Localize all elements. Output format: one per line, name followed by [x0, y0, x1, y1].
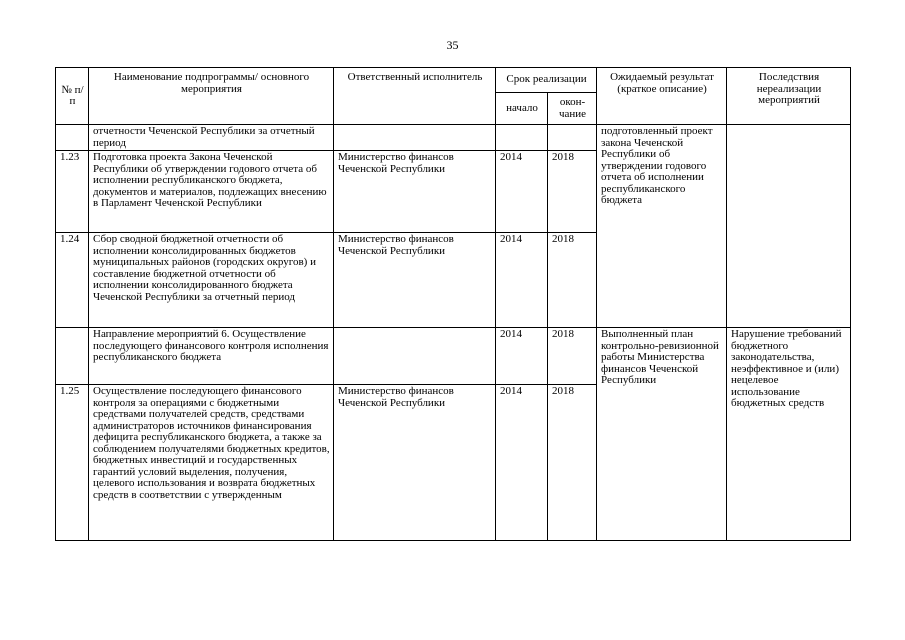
- row-start: 2014: [496, 233, 548, 328]
- row-end: [548, 125, 597, 151]
- row-start: 2014: [496, 385, 548, 541]
- consequences-1: [727, 125, 851, 328]
- page-number: 35: [446, 38, 459, 52]
- row-name: Сбор сводной бюджетной отчетности об исполнении консолидированных бюджетов муниципальных районов (городских округов) и составление бюджетной отчетности об исполнении консолидированного бюджета Чеченской Республики за отчетный период: [89, 233, 334, 328]
- table-row: [56, 125, 851, 151]
- row-num: 1.25: [56, 385, 89, 541]
- header-consequences: Последствия нереализации мероприятий: [727, 68, 851, 125]
- row-name: отчетности Чеченской Республики за отчетный период: [89, 125, 334, 151]
- row-start: [496, 125, 548, 151]
- table-row: [56, 328, 851, 385]
- row-responsible: Министерство финансов Чеченской Республики: [334, 151, 496, 233]
- expected-result-1: подготовленный проект закона Чеченской Республики об утверждении годового отчета об исполнении республиканского бюджета: [597, 125, 727, 328]
- row-responsible: Министерство финансов Чеченской Республики: [334, 385, 496, 541]
- header-end: окон- чание: [548, 93, 597, 125]
- header-responsible: Ответственный исполнитель: [334, 68, 496, 125]
- row-name: Направление мероприятий 6. Осуществление последующего финансового контроля исполнения республиканского бюджета: [89, 328, 334, 385]
- header-start: начало: [496, 93, 548, 125]
- row-end: 2018: [548, 385, 597, 541]
- row-num: [56, 125, 89, 151]
- row-start: 2014: [496, 328, 548, 385]
- row-num: 1.23: [56, 151, 89, 233]
- row-responsible: [334, 125, 496, 151]
- row-num: [56, 328, 89, 385]
- row-responsible: Министерство финансов Чеченской Республики: [334, 233, 496, 328]
- row-name: Осуществление последующего финансового контроля за операциями с бюджетными средствами получателей средств, средствами администраторов источников финансирования дефицита республиканского бюджета, а также за соблюдением получателями бюджетных кредитов, бюджетных инвестиций и государственных гарантий условий выделения, получения, целевого использования и возврата бюджетных средств в соответствии с утвержденным: [89, 385, 334, 541]
- row-end: 2018: [548, 151, 597, 233]
- header-expected: Ожидаемый результат (краткое описание): [597, 68, 727, 125]
- row-end: 2018: [548, 233, 597, 328]
- row-end: 2018: [548, 328, 597, 385]
- row-name: Подготовка проекта Закона Чеченской Республики об утверждении годового отчета об исполнении республиканского бюджета, документов и материалов, подлежащих внесению в Парламент Чеченской Республики: [89, 151, 334, 233]
- row-start: 2014: [496, 151, 548, 233]
- row-num: 1.24: [56, 233, 89, 328]
- header-num: № п/п: [56, 68, 89, 125]
- consequences-2: Нарушение требований бюджетного законодательства, неэффективное и (или) нецелевое использование бюджетных средств: [727, 328, 851, 541]
- expected-result-2: Выполненный план контрольно-ревизионной работы Министерства финансов Чеченской Республики: [597, 328, 727, 541]
- header-period: Срок реализации: [496, 68, 597, 93]
- row-responsible: [334, 328, 496, 385]
- header-name: Наименование подпрограммы/ основного мероприятия: [89, 68, 334, 125]
- program-table: [55, 67, 851, 541]
